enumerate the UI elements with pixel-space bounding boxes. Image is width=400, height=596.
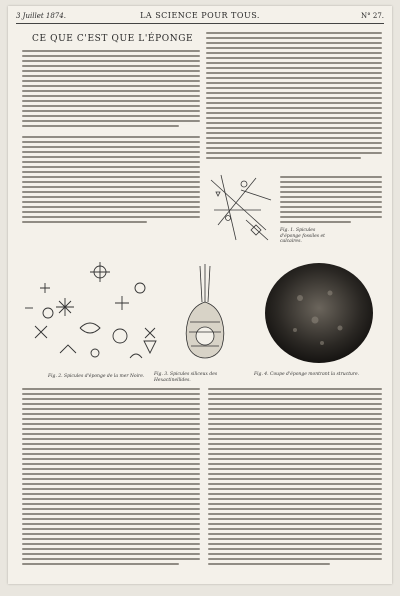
issue-number: N° 27.: [361, 12, 384, 20]
figure-1-spicules: [206, 170, 276, 245]
figure-2-caption: Fig. 2. Spicules d'éponge de la mer Noire.: [48, 374, 145, 379]
left-column-text: [22, 50, 200, 226]
figure-4-sponge-section: [260, 258, 378, 368]
header-rule: [16, 23, 384, 24]
newspaper-title: LA SCIENCE POUR TOUS.: [140, 11, 260, 20]
right-column-text-middle: [280, 176, 382, 226]
figure-2-star-spicules: [20, 258, 170, 368]
newspaper-page: [8, 6, 392, 584]
figure-3-glass-sponge: [176, 262, 234, 370]
bottom-left-column-text: [22, 388, 200, 568]
right-column-text-top: [206, 32, 382, 162]
figure-1-caption: Fig. 1. Spicules d'éponge fossiles et calcaires.: [280, 228, 325, 244]
article-title: CE QUE C'EST QUE L'ÉPONGE: [32, 34, 194, 44]
page-header: [16, 10, 384, 22]
issue-date: 3 Juillet 1874.: [16, 12, 66, 20]
bottom-right-column-text: [208, 388, 382, 568]
figure-3-caption: Fig. 3. Spicules siliceux des Hexactinellides.: [154, 372, 218, 383]
figure-4-caption: Fig. 4. Coupe d'éponge montrant la structure.: [254, 372, 360, 377]
